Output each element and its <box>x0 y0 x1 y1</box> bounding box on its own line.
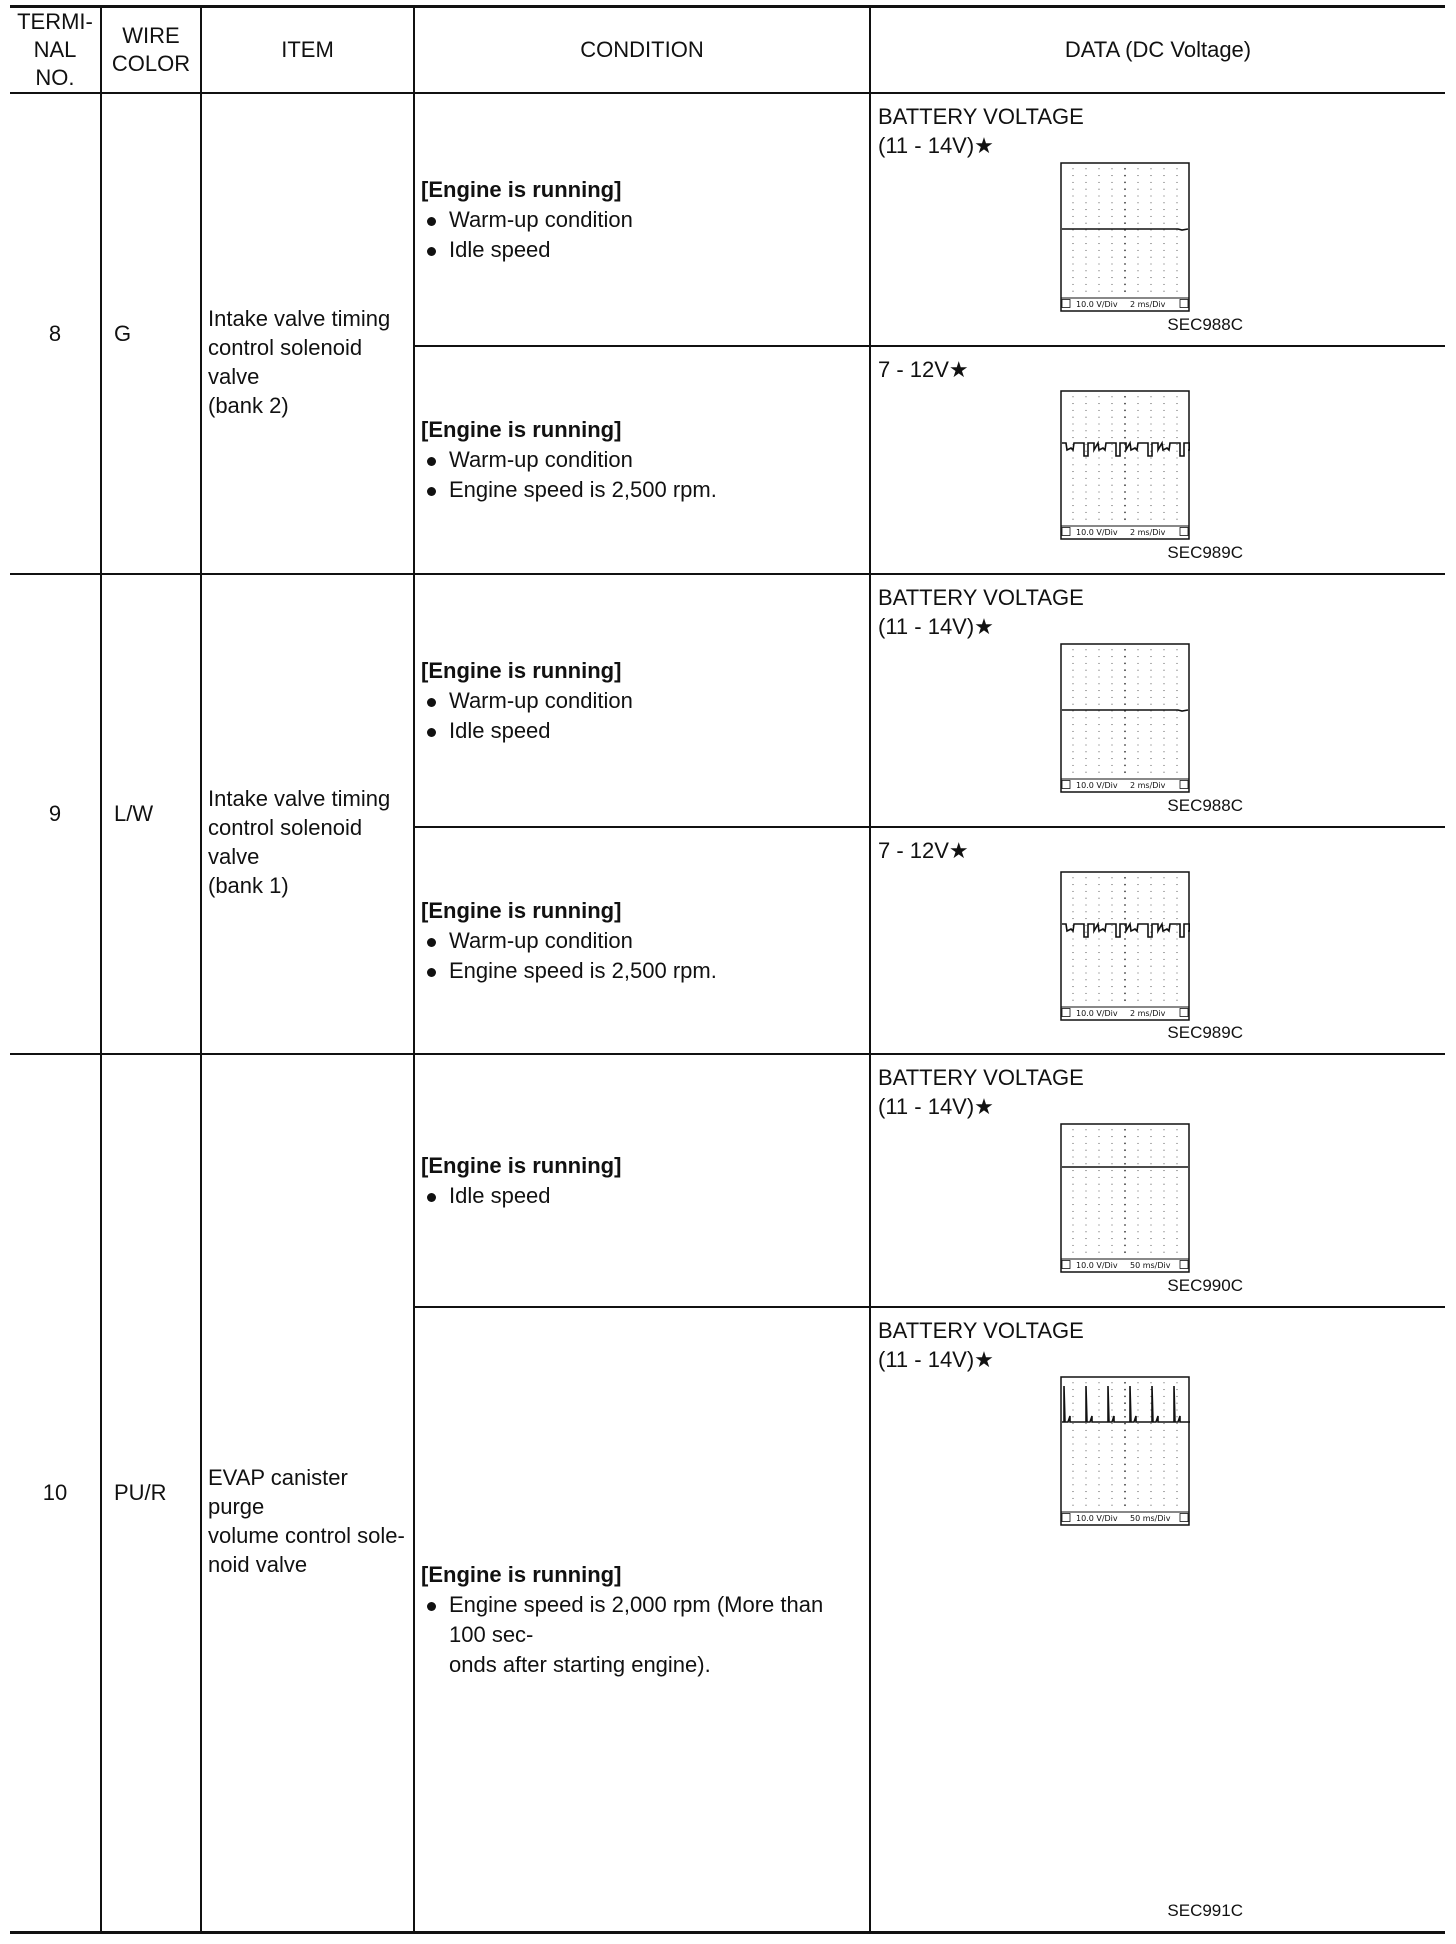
item-line: noid valve <box>208 1552 308 1577</box>
oscilloscope-waveform <box>1060 871 1190 1021</box>
item-description <box>208 784 408 900</box>
scope-volts-label: 10.0 V/Div <box>1076 1514 1118 1523</box>
data-line: (11 - 14V)★ <box>878 1347 994 1372</box>
condition-cell <box>421 1055 866 1306</box>
column-divider <box>100 5 102 1934</box>
column-divider <box>200 5 202 1934</box>
condition-bullet: Engine speed is 2,000 rpm (More than 100 sec- onds after starting engine). <box>421 1590 866 1680</box>
header-wire-color: WIRE COLOR <box>111 23 191 76</box>
scope-volts-label: 10.0 V/Div <box>1076 1009 1118 1018</box>
terminal-no: 10 <box>42 1480 68 1505</box>
condition-title: [Engine is running] <box>421 897 622 923</box>
condition-bullet: Idle speed <box>421 716 866 746</box>
figure-code: SEC989C <box>1167 1023 1243 1042</box>
condition-title: [Engine is running] <box>421 657 622 683</box>
terminal-data-table <box>10 5 1445 1935</box>
data-line: 7 - 12V★ <box>878 838 969 863</box>
condition-cell <box>421 94 866 345</box>
data-line: BATTERY VOLTAGE <box>878 104 1084 129</box>
header-item: ITEM <box>281 37 334 62</box>
oscilloscope-waveform <box>1060 1376 1190 1526</box>
condition-title: [Engine is running] <box>421 417 622 442</box>
wire-color: G <box>114 320 132 346</box>
condition-bullet: Warm-up condition <box>421 205 866 235</box>
scope-time-label: 50 ms/Div <box>1130 1514 1171 1523</box>
scope-volts-label: 10.0 V/Div <box>1076 528 1118 537</box>
scope-volts-label: 10.0 V/Div <box>1076 300 1118 309</box>
condition-title: [Engine is running] <box>421 1561 622 1587</box>
column-divider <box>413 5 415 1934</box>
data-line: (11 - 14V)★ <box>878 133 994 158</box>
scope-time-label: 2 ms/Div <box>1130 300 1166 309</box>
data-voltage <box>878 583 1178 641</box>
condition-bullet: Idle speed <box>421 235 866 265</box>
figure-code: SEC990C <box>1167 1276 1243 1295</box>
item-line: volume control sole- <box>208 1523 405 1548</box>
item-line: Intake valve timing <box>208 305 391 331</box>
data-line: 7 - 12V★ <box>878 357 969 382</box>
header-terminal-no: TERMI- NAL NO. <box>17 9 93 90</box>
scope-time-label: 50 ms/Div <box>1130 1261 1171 1270</box>
condition-bullet: Idle speed <box>421 1181 866 1211</box>
terminal-no: 8 <box>48 320 62 346</box>
figure-code: SEC989C <box>1167 543 1243 562</box>
table-bottom-border <box>10 1931 1445 1934</box>
item-line: Intake valve timing <box>208 786 391 811</box>
condition-bullet: Warm-up condition <box>421 926 866 956</box>
item-description <box>208 1463 408 1579</box>
wire-color: L/W <box>114 801 154 826</box>
condition-cell <box>421 347 866 573</box>
condition-cell <box>421 1308 866 1931</box>
condition-title: [Engine is running] <box>421 176 622 202</box>
condition-content <box>421 415 866 505</box>
oscilloscope-waveform <box>1060 390 1190 540</box>
header-condition: CONDITION <box>580 37 704 62</box>
condition-content <box>421 1151 866 1211</box>
item-line: (bank 1) <box>208 873 289 898</box>
data-voltage <box>878 355 1178 384</box>
data-line: BATTERY VOLTAGE <box>878 585 1084 610</box>
scope-volts-label: 10.0 V/Div <box>1076 1261 1118 1270</box>
data-line: BATTERY VOLTAGE <box>878 1065 1084 1090</box>
condition-bullet: Warm-up condition <box>421 445 866 475</box>
data-voltage <box>878 1316 1178 1374</box>
wire-color: PU/R <box>114 1480 167 1505</box>
item-line: EVAP canister purge <box>208 1465 348 1519</box>
terminal-no: 9 <box>48 801 62 826</box>
data-line: (11 - 14V)★ <box>878 614 994 639</box>
column-divider <box>869 5 871 1934</box>
figure-code: SEC988C <box>1167 315 1243 334</box>
condition-content <box>421 175 866 265</box>
data-voltage <box>878 1063 1178 1121</box>
data-line: (11 - 14V)★ <box>878 1094 994 1119</box>
data-voltage <box>878 102 1178 160</box>
scope-time-label: 2 ms/Div <box>1130 528 1166 537</box>
condition-bullet: Warm-up condition <box>421 686 866 716</box>
condition-content <box>421 1560 866 1680</box>
item-line: (bank 2) <box>208 392 289 418</box>
data-line: BATTERY VOLTAGE <box>878 1318 1084 1343</box>
condition-content <box>421 656 866 746</box>
oscilloscope-waveform <box>1060 1123 1190 1273</box>
figure-code: SEC988C <box>1167 796 1243 815</box>
condition-bullet: Engine speed is 2,500 rpm. <box>421 956 866 986</box>
condition-cell <box>421 828 866 1053</box>
condition-bullet: Engine speed is 2,500 rpm. <box>421 475 866 505</box>
oscilloscope-waveform <box>1060 643 1190 793</box>
item-line: control solenoid valve <box>208 815 363 869</box>
oscilloscope-waveform <box>1060 162 1190 312</box>
scope-time-label: 2 ms/Div <box>1130 1009 1166 1018</box>
item-description <box>208 304 408 420</box>
condition-title: [Engine is running] <box>421 1152 622 1178</box>
data-voltage <box>878 836 1178 865</box>
condition-cell <box>421 575 866 826</box>
condition-content <box>421 896 866 986</box>
scope-time-label: 2 ms/Div <box>1130 781 1166 790</box>
scope-volts-label: 10.0 V/Div <box>1076 781 1118 790</box>
figure-code: SEC991C <box>1167 1901 1243 1920</box>
header-data: DATA (DC Voltage) <box>1064 37 1252 62</box>
item-line: control solenoid valve <box>208 334 363 389</box>
